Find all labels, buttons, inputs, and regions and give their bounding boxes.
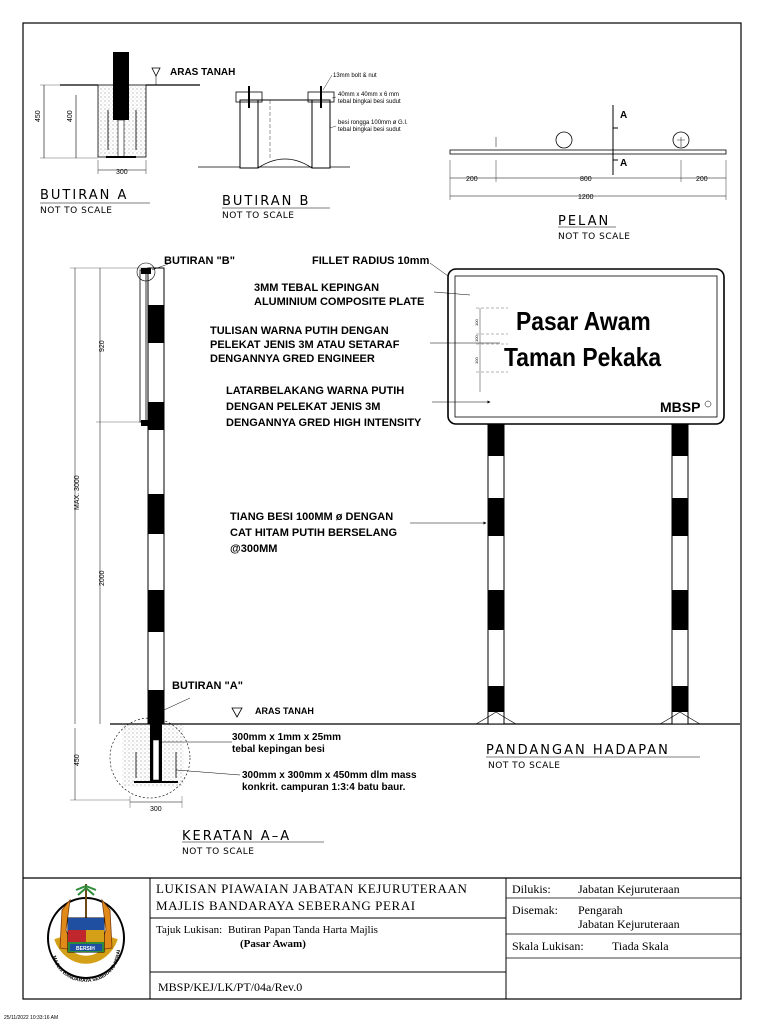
pelan-scale: NOT TO SCALE [558,232,631,242]
note-base-plate-1: 300mm x 1mm x 25mm [232,732,341,743]
note-text-3: DENGANNYA GRED ENGINEER [210,353,375,365]
section-dim-300: 300 [150,806,162,813]
front-view-scale: NOT TO SCALE [488,761,561,771]
note-plate-1: 3MM TEBAL KEPINGAN [254,282,380,294]
section-label-butiran-b: BUTIRAN "B" [164,255,235,267]
note-plate-2: ALUMINIUM COMPOSITE PLATE [254,296,425,308]
butiran-b-note-frame-1: besi rongga 100mm ø G.I. [338,120,408,126]
checked-value-1: Pengarah [578,903,623,917]
note-base-plate-2: tebal kepingan besi [232,744,325,755]
section-label-fillet: FILLET RADIUS 10mm [312,255,430,267]
sign-dim-c: 100 [474,357,479,364]
butiran-b-note-bolt: 13mm bolt & nut [333,73,377,79]
drawn-value: Jabatan Kejuruteraan [578,882,680,896]
section-scale: NOT TO SCALE [182,847,255,857]
butiran-b-title: BUTIRAN B [222,194,311,209]
butiran-a-dim-300: 300 [116,169,128,176]
butiran-a-dim-400: 400 [67,110,74,122]
drawing-number: MBSP/KEJ/LK/PT/04a/Rev.0 [158,980,303,994]
sign-dim-a: 100 [474,319,479,326]
butiran-b-detail [198,75,350,208]
note-bg-1: LATARBELAKANG WARNA PUTIH [226,385,405,397]
sign-dim-b: 100 [474,335,479,342]
logo-banner: BERSIH [76,946,95,952]
org-line-2: MAJLIS BANDARAYA SEBERANG PERAI [156,898,416,913]
section-dim-max: MAX. 3000 [74,475,81,510]
drawing-title-value: Butiran Papan Tanda Harta Majlis [228,924,378,936]
pelan-section-mark-top: A [620,110,628,121]
butiran-a-dim-450: 450 [35,110,42,122]
note-pole-2: CAT HITAM PUTIH BERSELANG [230,527,398,539]
scale-label: Skala Lukisan: [512,939,584,953]
section-dim-2000: 2000 [99,570,106,586]
note-bg-3: DENGANNYA GRED HIGH INTENSITY [226,417,422,429]
butiran-b-scale: NOT TO SCALE [222,211,295,221]
section-dim-450: 450 [74,754,81,766]
drawing-subtitle: (Pasar Awam) [240,938,306,950]
sign-brand: MBSP [660,399,701,415]
note-bg-2: DENGAN PELEKAT JENIS 3M [226,401,381,413]
butiran-b-note-bracket-2: tebal bingkai besi sudut [338,99,401,105]
note-concrete-2: konkrit. campuran 1:3:4 batu baur. [242,782,406,793]
section-title: KERATAN A–A [182,829,292,844]
butiran-b-note-bracket-1: 40mm x 40mm x 6 mm [338,92,400,98]
note-text-2: PELEKAT JENIS 3M ATAU SETARAF [210,339,400,351]
drawn-label: Dilukis: [512,882,551,896]
sign-line-1: Pasar Awam [516,307,651,337]
checked-label: Disemak: [512,903,558,917]
pelan-dim-left: 200 [466,176,478,183]
pelan-dim-right: 200 [696,176,708,183]
sign-line-2: Taman Pekaka [504,343,662,373]
sign-front-view [410,263,724,757]
butiran-b-note-frame-2: tebal bingkai besi sudut [338,127,401,133]
scale-value: Tiada Skala [612,939,669,953]
pelan-title: PELAN [558,214,611,229]
section-label-butiran-a: BUTIRAN "A" [172,680,243,692]
checked-value-2: Jabatan Kejuruteraan [578,917,680,931]
note-concrete-1: 300mm x 300mm x 450mm dlm mass [242,770,417,781]
logo-text: MAJLIS BANDARAYA SEBERANG PERAI [50,949,123,985]
org-line-1: LUKISAN PIAWAIAN JABATAN KEJURUTERAAN [156,881,468,896]
butiran-a-title: BUTIRAN A [40,188,129,203]
section-ground-label: ARAS TANAH [255,706,314,716]
pelan-plan-view [450,105,726,227]
drawing-title-label: Tajuk Lukisan: [156,924,223,936]
print-timestamp: 25/11/2022 10:33:16 AM [4,1015,59,1021]
pelan-dim-mid: 800 [580,176,592,183]
section-dim-920: 920 [99,340,106,352]
pelan-section-mark-bottom: A [620,158,628,169]
note-pole-1: TIANG BESI 100MM ø DENGAN [230,511,394,523]
pelan-dim-total: 1200 [578,194,594,201]
note-text-1: TULISAN WARNA PUTIH DENGAN [210,325,389,337]
butiran-a-scale: NOT TO SCALE [40,206,113,216]
front-view-title: PANDANGAN HADAPAN [486,743,670,758]
note-pole-3: @300MM [230,543,278,555]
butiran-a-ground-label: ARAS TANAH [170,67,236,78]
